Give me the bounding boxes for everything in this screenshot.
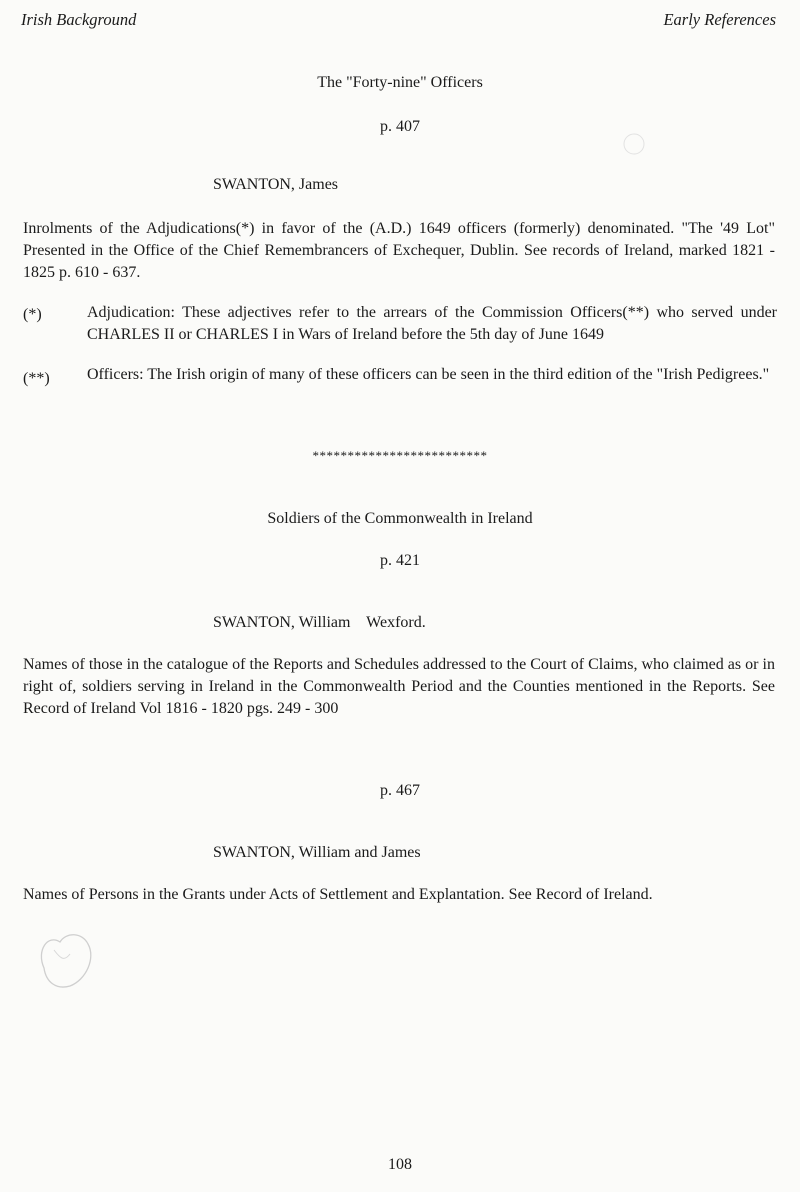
scan-faint-circle xyxy=(620,130,648,158)
entry-body-inrolments: Inrolments of the Adjudications(*) in favor of the (A.D.) 1649 officers (formerly) denominated. "The '49 Lot" Presented in the Office of the Chief Remembrancers of Exchequer, Dublin. See records of Ireland, marked 1821 - 1825 p. 610 - 637. xyxy=(23,220,775,281)
page-number: 108 xyxy=(388,1156,412,1173)
page-reference-467: p. 467 xyxy=(380,782,420,799)
section-title-forty-nine-officers: The "Forty-nine" Officers xyxy=(317,74,483,91)
entry-name-james: SWANTON, James xyxy=(213,176,339,193)
running-header-right: Early References xyxy=(663,10,776,29)
entry-name-william-and-james: SWANTON, William and James xyxy=(213,844,421,861)
page-reference-421: p. 421 xyxy=(380,552,420,569)
footnote-officers: Officers: The Irish origin of many of these officers can be seen in the third edition of the "Irish Pedigrees." xyxy=(87,366,770,383)
footnote-mark-single: (*) xyxy=(23,306,42,323)
entry-body-court-of-claims: Names of those in the catalogue of the Reports and Schedules addressed to the Court of Claims, who claimed as or in right of, soldiers serving in Ireland in the Commonwealth Period and the Counties mentioned in the Reports. See Record of Ireland Vol 1816 - 1820 pgs. 249 - 300 xyxy=(23,656,775,717)
scan-smudge-mark xyxy=(30,928,102,994)
footnote-adjudication: Adjudication: These adjectives refer to the arrears of the Commission Officers(**) who served under CHARLES II or CHARLES I in Wars of Ireland before the 5th day of June 1649 xyxy=(87,304,777,343)
entry-body-grants: Names of Persons in the Grants under Acts of Settlement and Explantation. See Record of Ireland. xyxy=(23,886,653,903)
page-reference-407: p. 407 xyxy=(380,118,420,135)
entry-name-william-wexford: SWANTON, William Wexford. xyxy=(213,614,426,631)
footnote-mark-double: (**) xyxy=(23,370,50,387)
running-header-left: Irish Background xyxy=(21,10,137,29)
section-separator: ************************* xyxy=(312,448,488,463)
section-title-soldiers-commonwealth: Soldiers of the Commonwealth in Ireland xyxy=(267,510,533,527)
